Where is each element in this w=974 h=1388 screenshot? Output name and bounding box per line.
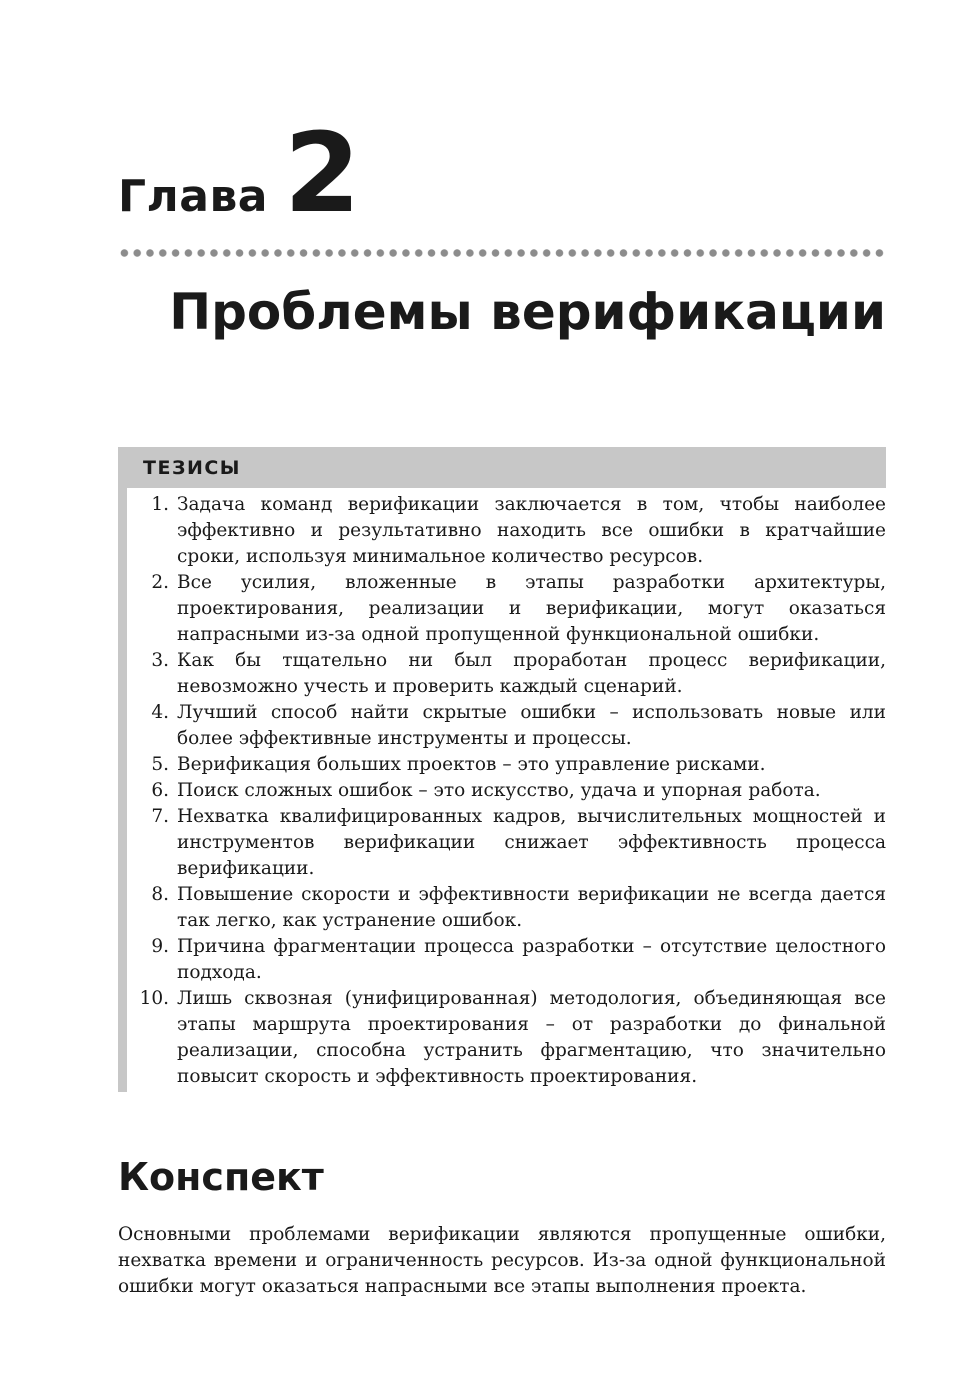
thesis-text: Повышение скорости и эффективности верификации не всегда дается так легко, как устранение ошибок. <box>177 884 886 931</box>
thesis-number: 8. <box>151 884 169 905</box>
thesis-item <box>127 986 886 1090</box>
thesis-text: Все усилия, вложенные в этапы разработки архитектуры, проектирования, реализации и верификации, могут оказаться напрасными из-за одной пропущенной функциональной ошибки. <box>177 572 886 645</box>
thesis-text: Как бы тщательно ни был проработан процесс верификации, невозможно учесть и проверить каждый сценарий. <box>177 650 886 697</box>
theses-body <box>118 488 886 1092</box>
theses-list <box>127 492 886 1090</box>
thesis-text: Нехватка квалифицированных кадров, вычислительных мощностей и инструментов верификации снижает эффективность процесса верификации. <box>177 806 886 879</box>
chapter-label: Глава <box>118 171 268 222</box>
thesis-item <box>127 570 886 648</box>
thesis-item <box>127 700 886 752</box>
thesis-text: Поиск сложных ошибок – это искусство, удача и упорная работа. <box>177 780 821 801</box>
thesis-number: 2. <box>151 572 169 593</box>
thesis-number: 3. <box>151 650 169 671</box>
thesis-text: Задача команд верификации заключается в том, чтобы наиболее эффективно и результативно находить все ошибки в кратчайшие сроки, используя минимальное количество ресурсов. <box>177 494 886 567</box>
chapter-title: Проблемы верификации <box>169 283 886 341</box>
thesis-text: Лишь сквозная (унифицированная) методология, объединяющая все этапы маршрута проектирования – от разработки до финальной реализации, способна устранить фрагментацию, что значительно повысит скорость и эффективность проектирования. <box>177 988 886 1087</box>
thesis-item <box>127 648 886 700</box>
thesis-number: 9. <box>151 936 169 957</box>
thesis-number: 10. <box>139 988 169 1009</box>
chapter-number: 2 <box>284 109 359 237</box>
thesis-item <box>127 882 886 934</box>
thesis-item <box>127 934 886 986</box>
thesis-item <box>127 804 886 882</box>
thesis-item <box>127 752 886 778</box>
theses-heading: ТЕЗИСЫ <box>118 447 886 488</box>
dotted-divider <box>118 248 886 258</box>
thesis-item <box>127 778 886 804</box>
thesis-text: Лучший способ найти скрытые ошибки – использовать новые или более эффективные инструменты и процессы. <box>177 702 886 749</box>
thesis-item <box>127 492 886 570</box>
thesis-number: 5. <box>151 754 169 775</box>
thesis-number: 6. <box>151 780 169 801</box>
theses-box <box>118 447 886 1092</box>
thesis-number: 1. <box>151 494 169 515</box>
thesis-number: 7. <box>151 806 169 827</box>
thesis-text: Верификация больших проектов – это управление рисками. <box>177 754 766 775</box>
thesis-text: Причина фрагментации процесса разработки – отсутствие целостного подхода. <box>177 936 886 983</box>
chapter-heading <box>118 109 359 237</box>
thesis-number: 4. <box>151 702 169 723</box>
section-title: Конспект <box>118 1155 324 1199</box>
summary-paragraph: Основными проблемами верификации являются пропущенные ошибки, нехватка времени и ограниченность ресурсов. Из-за одной функциональной ошибки могут оказаться напрасными все этапы выполнения проекта. <box>118 1224 886 1297</box>
